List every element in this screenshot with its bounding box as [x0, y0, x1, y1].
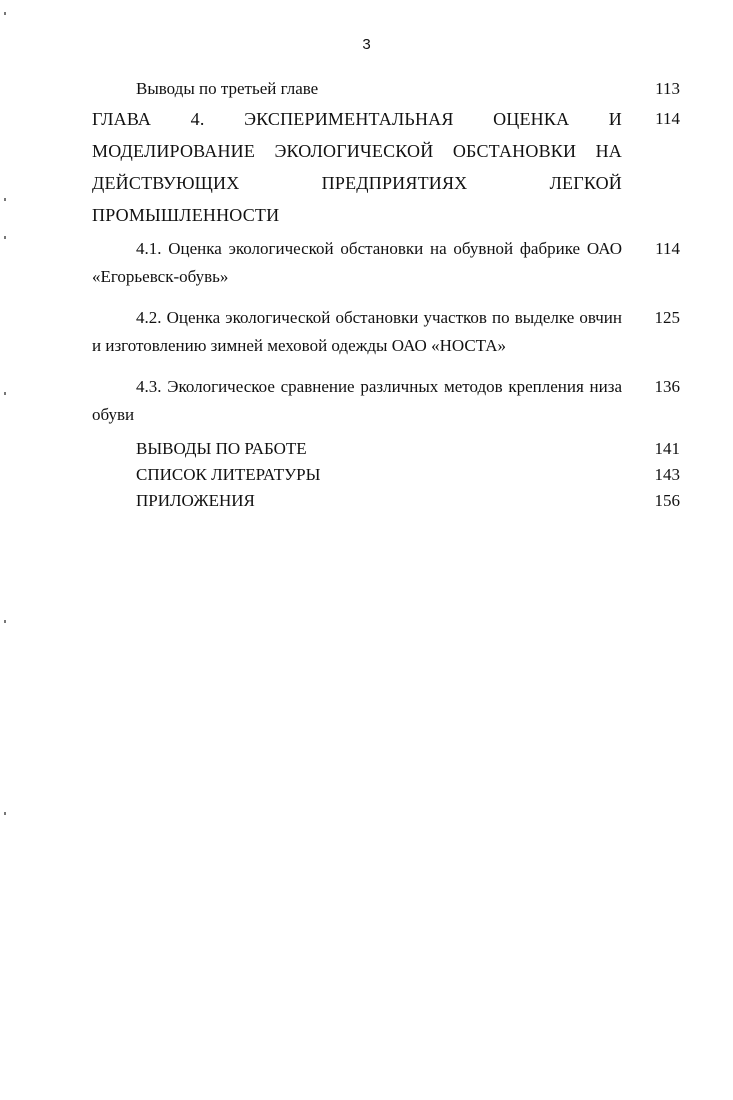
toc-entry-section-4-2 — [92, 304, 680, 360]
toc-entry-conclusions — [92, 438, 680, 460]
toc-entry-page: 113 — [655, 79, 680, 98]
toc-entry-title: ПРИЛОЖЕНИЯ — [136, 491, 255, 510]
toc-entry-title: 4.1. Оценка экологической обстановки на обувной фабрике ОАО «Егорьевск-обувь» — [92, 239, 622, 286]
toc-entry-title: СПИСОК ЛИТЕРАТУРЫ — [136, 465, 321, 484]
toc-entry-title: 4.2. Оценка экологической обстановки участков по выделке овчин и изготовлению зимней меховой одежды ОАО «НОСТА» — [92, 308, 622, 355]
toc-entry-title: 4.3. Экологическое сравнение различных методов крепления низа обуви — [92, 377, 622, 424]
toc-entry-page: 125 — [654, 308, 680, 327]
toc-entry-page: 156 — [654, 491, 680, 510]
toc-entry-bibliography — [92, 464, 680, 486]
scan-artifact — [4, 12, 6, 15]
scan-artifact — [4, 198, 6, 201]
page-number: 3 — [362, 36, 371, 53]
toc-entry-section-4-1 — [92, 235, 680, 291]
toc-entry-appendices — [92, 490, 680, 512]
toc-entry-page: 114 — [655, 239, 680, 258]
scan-artifact — [4, 812, 6, 815]
toc-entry-page: 143 — [654, 465, 680, 484]
toc-entry-chapter3-conclusions — [92, 78, 680, 100]
toc-entry-title: ВЫВОДЫ ПО РАБОТЕ — [136, 439, 307, 458]
toc-entry-page: 136 — [654, 377, 680, 396]
toc-entry-title: ГЛАВА 4. ЭКСПЕРИМЕНТАЛЬНАЯ ОЦЕНКА И МОДЕЛИРОВАНИЕ ЭКОЛОГИЧЕСКОЙ ОБСТАНОВКИ НА ДЕЙСТВУЮЩИХ ПРЕДПРИЯТИЯХ ЛЕГКОЙ ПРОМЫШЛЕННОСТИ — [92, 109, 622, 225]
scan-artifact — [4, 236, 6, 239]
toc-entry-chapter4 — [92, 103, 680, 231]
toc-entry-section-4-3 — [92, 373, 680, 429]
toc-entry-page: 141 — [654, 439, 680, 458]
toc-entry-title: Выводы по третьей главе — [136, 79, 319, 98]
scan-artifact — [4, 620, 6, 623]
toc-entry-page: 114 — [655, 109, 680, 128]
table-of-contents — [92, 78, 680, 512]
scan-artifact — [4, 392, 6, 395]
